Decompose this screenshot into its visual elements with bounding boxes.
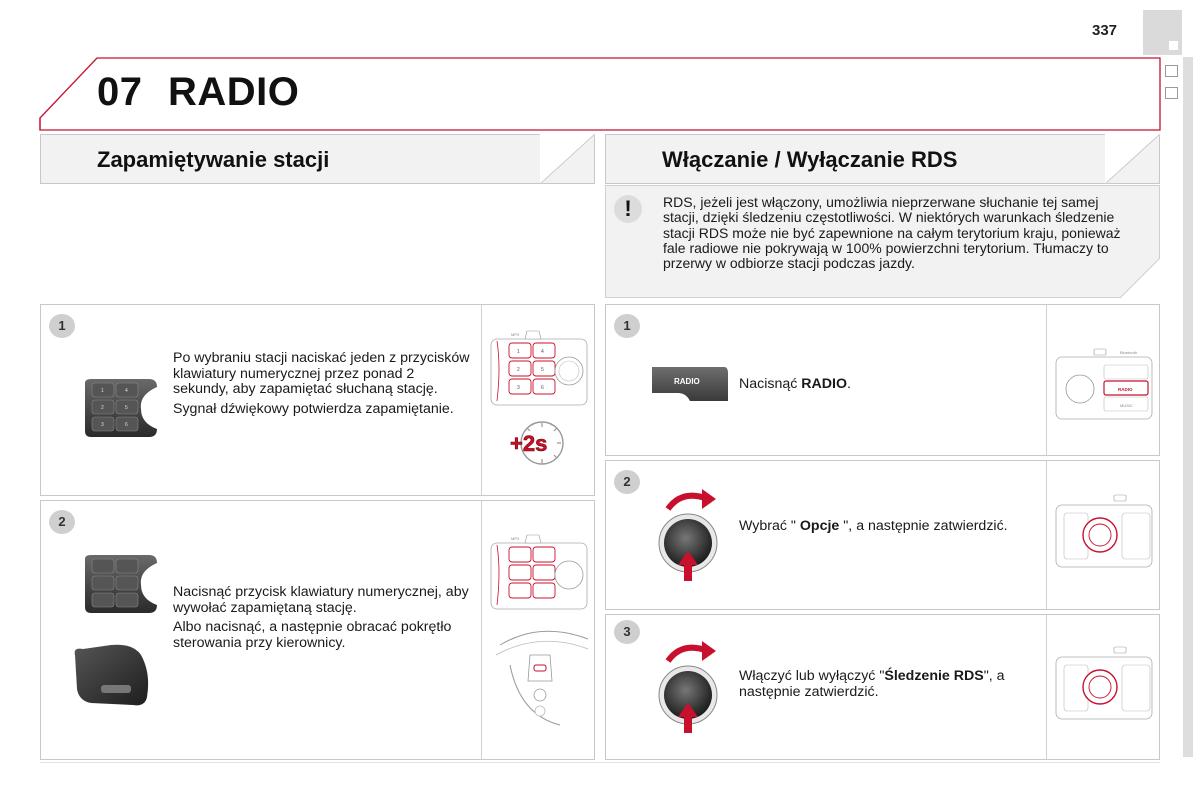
section-header-rds [605, 134, 1160, 184]
rotary-knob-icon[interactable] [658, 485, 728, 585]
step-badge: 1 [49, 314, 75, 338]
step-text-pre: Nacisnąć [739, 376, 802, 392]
keypad-icon [79, 377, 161, 439]
step-illustration [481, 305, 595, 495]
svg-text:5: 5 [125, 405, 128, 411]
svg-text:Bluetooth: Bluetooth [1120, 350, 1137, 355]
chapter-tab-box [1165, 87, 1178, 99]
step-badge: 1 [614, 314, 640, 338]
step-text-post: . [847, 376, 851, 392]
step-text-pre: Włączyć lub wyłączyć " [739, 668, 885, 684]
step-paragraph: Sygnał dźwiękowy potwierdza zapamiętanie. [173, 400, 454, 417]
step-panel-rds-3 [605, 614, 1160, 760]
step-illustration [1046, 461, 1160, 609]
warning-icon: ! [614, 195, 642, 223]
step-paragraph: Po wybraniu stacji naciskać jeden z przycisków klawiatury numerycznej przez ponad 2 sekundy, aby zapamiętać słuchaną stację. [173, 350, 470, 397]
svg-text:MUSIC: MUSIC [1120, 403, 1133, 408]
step-text [173, 585, 473, 655]
chapter-tab-marker [1143, 10, 1182, 55]
rotary-knob-icon[interactable] [658, 637, 728, 737]
step-badge: 3 [614, 620, 640, 644]
svg-text:2: 2 [101, 405, 104, 411]
rds-warning-text: RDS, jeżeli jest włączony, umożliwia nieprzerwane słuchanie tej samej stacji, dzięki śledzeniu częstotliwości. W niektórych warunkach śledzenie stacji RDS może nie być zapewnione na całym terytorium kraju, ponieważ fale radiowe nie pokrywają w 100% powierzchni terytorium. Tłumaczy to przerwy w odbiorze stacji podczas jazdy. [663, 194, 1121, 272]
step-panel-2 [40, 500, 595, 760]
step-illustration [1046, 615, 1160, 759]
step-paragraph: Nacisnąć przycisk klawiatury numerycznej, aby wywołać zapamiętaną stację. [173, 584, 469, 616]
svg-text:MP3: MP3 [511, 332, 520, 337]
step-paragraph: Albo nacisnąć, a następnie obracać pokrętło sterowania przy kierownicy. [173, 619, 452, 651]
keypad-icon [79, 553, 161, 615]
svg-text:3: 3 [101, 422, 104, 428]
chapter-tab-box [1165, 65, 1178, 77]
chapter-number: 07 [97, 70, 143, 114]
radio-console-illustration [1054, 491, 1154, 571]
svg-text:6: 6 [541, 385, 544, 391]
radio-console-illustration [489, 327, 589, 407]
step-illustration [1046, 305, 1160, 455]
chapter-title: RADIO [168, 70, 300, 114]
radio-button-icon[interactable] [650, 365, 730, 405]
steering-wheel-control-icon [71, 643, 155, 709]
page-number: 337 [1092, 22, 1118, 39]
svg-text:4: 4 [541, 349, 544, 355]
svg-text:6: 6 [125, 422, 128, 428]
step-panel-rds-1 [605, 304, 1160, 456]
step-text-bold: Opcje [799, 518, 840, 534]
radio-console-illustration [1054, 643, 1154, 723]
step-text-post: ", a następnie zatwierdzić. [739, 668, 1005, 700]
step-text [739, 519, 1019, 535]
step-panel-rds-2 [605, 460, 1160, 610]
step-text-pre: Wybrać " [739, 518, 800, 534]
footer-divider [40, 762, 1160, 763]
svg-text:5: 5 [541, 367, 544, 373]
hold-2-seconds-icon [506, 420, 568, 466]
svg-text:+2s: +2s [510, 431, 548, 456]
svg-text:3: 3 [517, 385, 520, 391]
section-header-memorize [40, 134, 595, 184]
step-text-post: ", a następnie zatwierdzić. [839, 518, 1008, 534]
step-badge: 2 [49, 510, 75, 534]
steering-wheel-illustration [490, 625, 590, 729]
section-title: Zapamiętywanie stacji [97, 147, 330, 172]
step-text-bold: RADIO [801, 376, 848, 392]
step-badge: 2 [614, 470, 640, 494]
svg-text:MP3: MP3 [511, 536, 520, 541]
section-title: Włączanie / Wyłączanie RDS [662, 147, 958, 172]
svg-text:1: 1 [101, 388, 104, 394]
svg-text:2: 2 [517, 367, 520, 373]
step-text [739, 669, 1039, 700]
step-text-bold: Śledzenie RDS [884, 668, 984, 684]
step-text [739, 377, 1039, 393]
step-panel-1 [40, 304, 595, 496]
svg-text:RADIO: RADIO [1118, 387, 1133, 392]
svg-text:1: 1 [517, 349, 520, 355]
step-text [173, 351, 473, 421]
svg-text:4: 4 [125, 388, 128, 394]
radio-console-illustration [1054, 345, 1154, 425]
svg-text:RADIO: RADIO [674, 377, 700, 386]
step-illustration [481, 501, 595, 759]
radio-console-illustration [489, 531, 589, 611]
chapter-side-bar [1183, 57, 1193, 757]
